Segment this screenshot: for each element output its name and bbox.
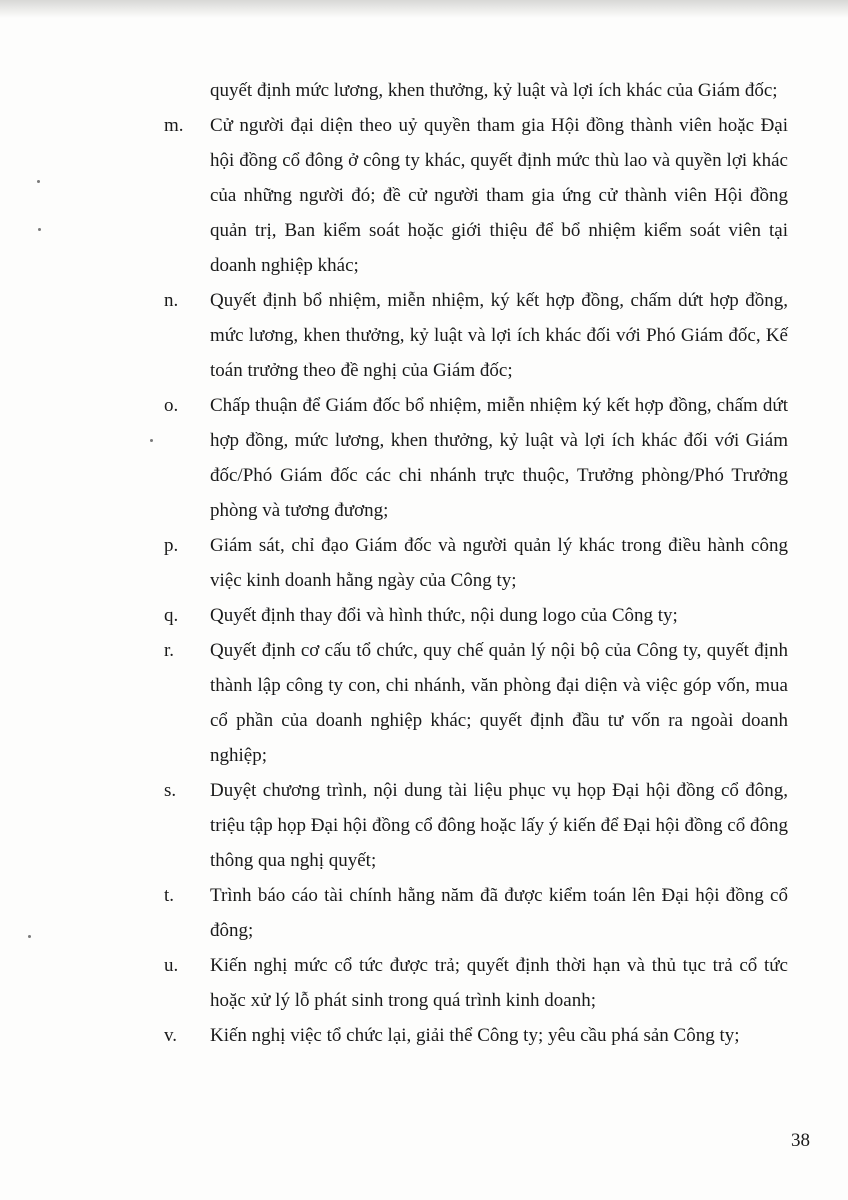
list-item-m <box>0 108 848 283</box>
scan-edge-shadow <box>0 0 848 18</box>
list-marker: o. <box>164 395 179 416</box>
list-marker: r. <box>164 640 175 661</box>
continuation-paragraph <box>0 73 848 108</box>
list-item-n <box>0 283 848 388</box>
list-item-u <box>0 948 848 1018</box>
list-item-text: Duyệt chương trình, nội dung tài liệu phục vụ họp Đại hội đồng cổ đông, triệu tập họp Đại hội đồng cổ đông hoặc lấy ý kiến để Đại hội đồng cổ đông thông qua nghị quyết; <box>210 780 788 871</box>
list-item-v <box>0 1018 848 1053</box>
list-item-text: Quyết định bổ nhiệm, miễn nhiệm, ký kết hợp đồng, chấm dứt hợp đồng, mức lương, khen thưởng, kỷ luật và lợi ích khác đối với Phó Giám đốc, Kế toán trưởng theo đề nghị của Giám đốc; <box>210 290 788 381</box>
page-number: 38 <box>791 1130 810 1151</box>
list-item-q <box>0 598 848 633</box>
list-item-o <box>0 388 848 528</box>
list-item-r <box>0 633 848 773</box>
list-marker: t. <box>164 885 175 906</box>
list-item-text: Giám sát, chỉ đạo Giám đốc và người quản lý khác trong điều hành công việc kinh doanh hằng ngày của Công ty; <box>210 535 788 591</box>
list-item-text: Cử người đại diện theo uỷ quyền tham gia Hội đồng thành viên hoặc Đại hội đồng cổ đông ở công ty khác, quyết định mức thù lao và quyền lợi khác của những người đó; đề cử người tham gia ứng cử thành viên Hội đồng quản trị, Ban kiểm soát hoặc giới thiệu để bổ nhiệm kiểm soát viên tại doanh nghiệp khác; <box>210 115 788 276</box>
document-body <box>0 73 848 1053</box>
list-marker: q. <box>164 605 179 626</box>
list-item-t <box>0 878 848 948</box>
list-marker: v. <box>164 1025 178 1046</box>
list-item-text: Quyết định cơ cấu tổ chức, quy chế quản lý nội bộ của Công ty, quyết định thành lập công ty con, chi nhánh, văn phòng đại diện và việc góp vốn, mua cổ phần của doanh nghiệp khác; quyết định đầu tư vốn ra ngoài doanh nghiệp; <box>210 640 788 766</box>
list-item-text: Quyết định thay đổi và hình thức, nội dung logo của Công ty; <box>210 605 678 626</box>
list-marker: n. <box>164 290 179 311</box>
list-marker: m. <box>164 115 184 136</box>
list-marker: s. <box>164 780 177 801</box>
list-marker: p. <box>164 535 179 556</box>
list-item-s <box>0 773 848 878</box>
list-item-text: Kiến nghị việc tổ chức lại, giải thể Công ty; yêu cầu phá sản Công ty; <box>210 1025 740 1046</box>
list-item-text: Kiến nghị mức cổ tức được trả; quyết định thời hạn và thủ tục trả cổ tức hoặc xử lý lỗ phát sinh trong quá trình kinh doanh; <box>210 955 788 1011</box>
list-item-text: Chấp thuận để Giám đốc bổ nhiệm, miễn nhiệm ký kết hợp đồng, chấm dứt hợp đồng, mức lương, khen thưởng, kỷ luật và lợi ích khác đối với Giám đốc/Phó Giám đốc các chi nhánh trực thuộc, Trưởng phòng/Phó Trưởng phòng và tương đương; <box>210 395 788 521</box>
list-item-text: Trình báo cáo tài chính hằng năm đã được kiểm toán lên Đại hội đồng cổ đông; <box>210 885 788 941</box>
list-item-p <box>0 528 848 598</box>
list-marker: u. <box>164 955 179 976</box>
continuation-text: quyết định mức lương, khen thưởng, kỷ luật và lợi ích khác của Giám đốc; <box>210 80 778 101</box>
